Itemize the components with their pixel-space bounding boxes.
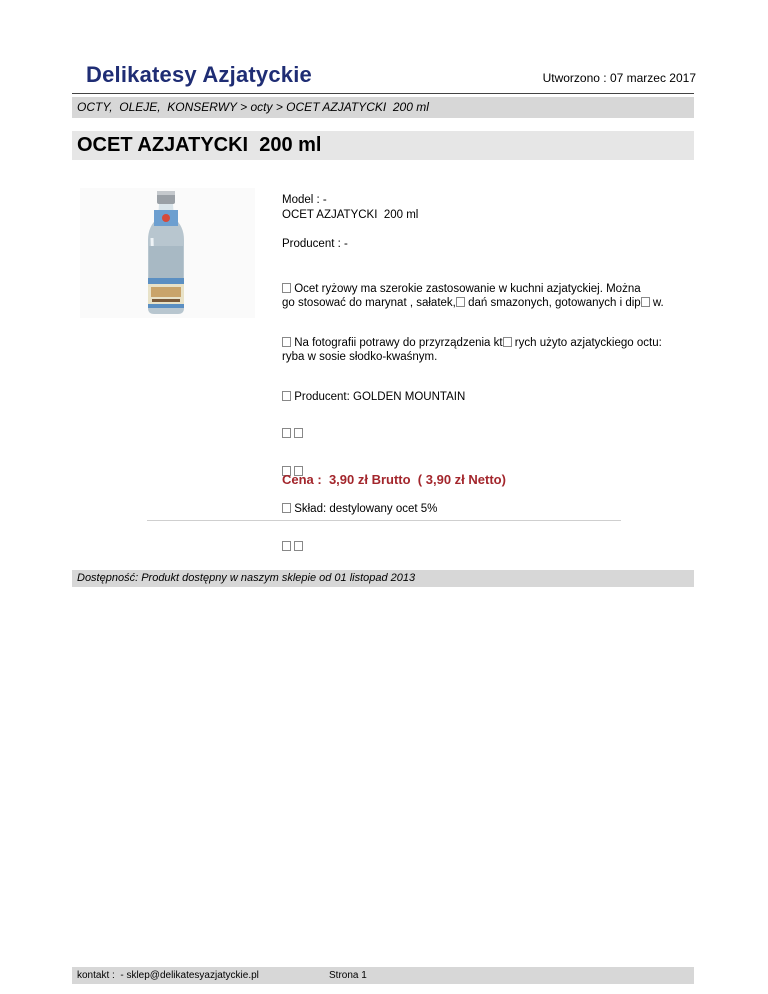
producer-label: Producent : -: [282, 238, 348, 250]
missing-glyph-icon: [282, 391, 291, 401]
product-image: [80, 188, 255, 318]
missing-glyph-icon: [294, 428, 303, 438]
created-value: : 07 marzec 2017: [603, 71, 696, 85]
missing-glyph-icon: [282, 503, 291, 513]
missing-glyph-icon: [282, 428, 291, 438]
header-divider: [72, 93, 694, 94]
description-line: ryba w sosie słodko-kwaśnym.: [282, 351, 438, 363]
description-line: Na fotografii potrawy do przyrządzenia kt rych użyto azjatyckiego octu:: [282, 336, 702, 351]
price: Cena : 3,90 zł Brutto ( 3,90 zł Netto): [282, 472, 506, 487]
producer-line: Producent: GOLDEN MOUNTAIN: [282, 390, 702, 405]
footer-contact: kontakt : - sklep@delikatesyazjatyckie.pl: [77, 970, 259, 981]
empty-glyph-line: [282, 427, 702, 442]
description-line: go stosować do marynat , sałatek, dań smazonych, gotowanych i dip w.: [282, 297, 664, 309]
model-label: Model : -: [282, 194, 327, 206]
created-label: Utworzono: [542, 71, 600, 85]
missing-glyph-icon: [456, 297, 465, 307]
missing-glyph-icon: [641, 297, 650, 307]
empty-glyph-line: [282, 540, 702, 555]
availability-bar: Dostępność: Produkt dostępny w naszym sklepie od 01 listopad 2013: [72, 570, 694, 587]
product-title: OCET AZJATYCKI 200 ml: [72, 131, 694, 160]
missing-glyph-icon: [503, 337, 512, 347]
model-value: OCET AZJATYCKI 200 ml: [282, 208, 419, 221]
footer-bar: [72, 967, 694, 984]
description-line: Ocet ryżowy ma szerokie zastosowanie w kuchni azjatyckiej. Można: [282, 282, 702, 297]
missing-glyph-icon: [282, 337, 291, 347]
ingredients-line: Skład: destylowany ocet 5%: [282, 502, 702, 517]
missing-glyph-icon: [282, 541, 291, 551]
missing-glyph-icon: [282, 283, 291, 293]
created-date: [543, 71, 696, 85]
vinegar-bottle-image: [80, 188, 255, 318]
footer-page-number: Strona 1: [329, 970, 367, 981]
product-details: [282, 193, 702, 554]
breadcrumb: OCTY, OLEJE, KONSERWY > octy > OCET AZJATYCKI 200 ml: [72, 97, 694, 118]
shop-title: Delikatesy Azjatyckie: [86, 62, 312, 87]
missing-glyph-icon: [294, 541, 303, 551]
section-divider: [147, 520, 621, 521]
